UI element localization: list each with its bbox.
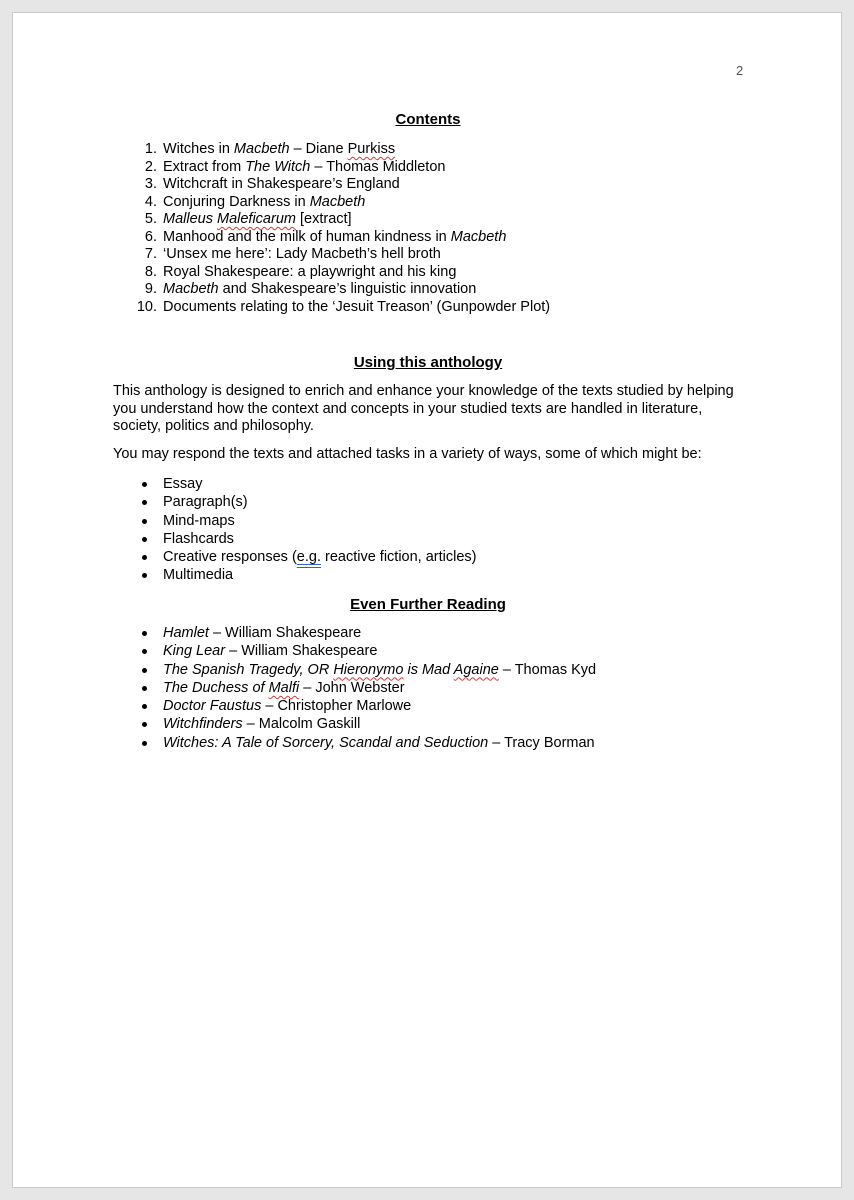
contents-heading: Contents — [395, 111, 461, 128]
using-heading: Using this anthology — [353, 354, 503, 371]
bullet-icon — [142, 537, 147, 542]
document-page: 2 Contents 1. Witches in Macbeth – Diane Purkiss 2. Extract from The Witch – Thomas Middleton 3. Witchcraft in Shakespeare’s England 4. Conjuring Darkness in Macbeth 5. Malleus Maleficarum [extract] 6. Manhood and the milk of human kindness in Macbeth 7. ‘Unsex me here’: Lady Macbeth’s hell broth 8. Royal Shakespeare: a playwright and his king 9. Macbeth and Shakespeare’s linguistic innovation 10. Documents relating to the ‘Jesuit Treason’ (Gunpowder Plot) Using this anthology This anthology is designed to enrich and enhance your knowledge of the texts studied by helping you understand how the context and concepts in your studied texts are handled in literature, society, politics and philosophy. You may respond the texts and attached tasks in a variety of ways, some of which might be: Essay Paragraph(s) Mind-maps Flashcards Creative responses (e.g. reactive fiction, articles) Multimedia Even Further Reading Hamlet – William Shakespeare King Lear – William Shakespeare The Spanish Tragedy, OR Hieronymo is Mad Againe – Thomas Kyd The Duchess of Malfi – John Webster Doctor Faustus – Christopher Marlowe Witchfinders – Malcolm Gaskill Witches: A Tale of Sorcery, Scandal and Seduction – Tracy Borman — [12, 12, 842, 1188]
intro-paragraph: This anthology is designed to enrich and enhance your knowledge of the texts studied by helping you understand how the context and concepts in your studied texts are handled in literature, society, politics and philosophy. — [113, 383, 734, 434]
bullet-icon — [142, 555, 147, 560]
bullet-icon — [142, 573, 147, 578]
bullet-icon — [142, 649, 147, 654]
bullet-icon — [142, 704, 147, 709]
bullet-icon — [142, 631, 147, 636]
bullet-icon — [142, 686, 147, 691]
bullet-icon — [142, 482, 147, 487]
further-reading-heading: Even Further Reading — [350, 596, 506, 613]
page-number: 2 — [736, 63, 744, 78]
bullet-icon — [142, 722, 147, 727]
bullet-icon — [142, 519, 147, 524]
response-paragraph: You may respond the texts and attached tasks in a variety of ways, some of which might be: — [113, 446, 702, 462]
bullet-icon — [142, 500, 147, 505]
bullet-icon — [142, 741, 147, 746]
bullet-icon — [142, 668, 147, 673]
